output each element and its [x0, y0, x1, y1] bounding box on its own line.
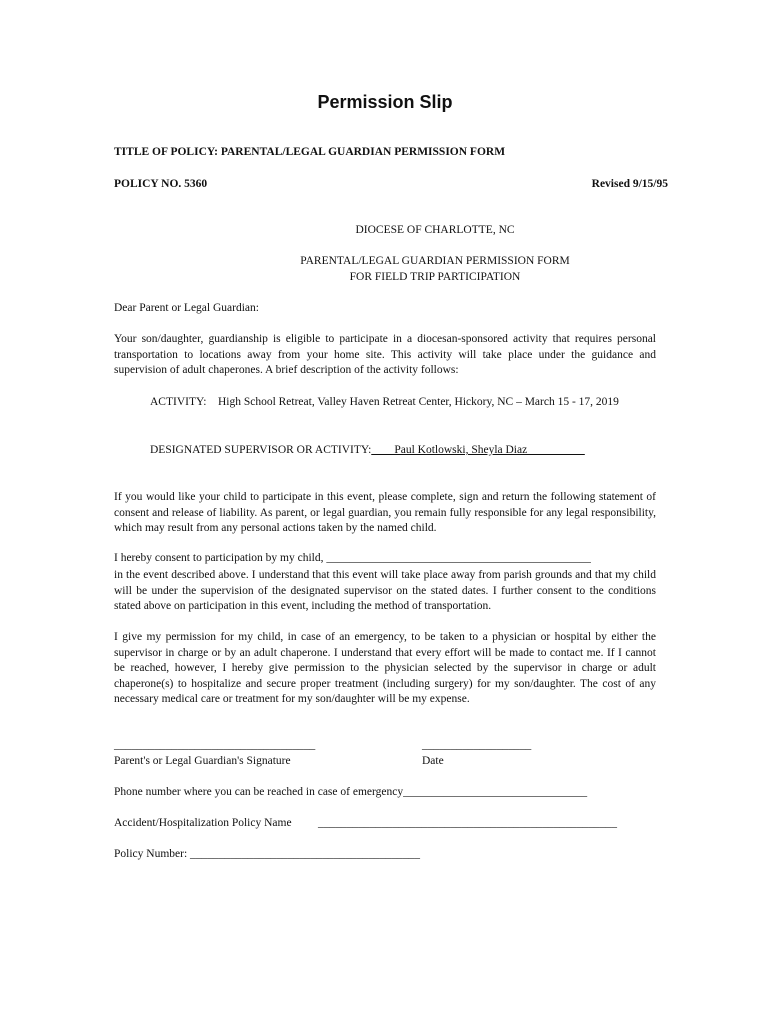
phone-field[interactable]: Phone number where you can be reached in case of emergency________________________________ [114, 786, 588, 798]
page-title: Permission Slip [317, 92, 453, 112]
activity-row [150, 396, 619, 408]
supervisor-row [150, 444, 585, 456]
diocese-heading: DIOCESE OF CHARLOTTE, NC [355, 224, 515, 236]
emergency-paragraph: I give my permission for my child, in case of an emergency, to be taken to a physician or hospital by either the supervisor in charge or by an adult chaperone. I understand that every effort will be made to contact me. If I cannot be reached, however, I hereby give permission to the physician selected by the supervisor in charge or adult chaperone(s) to hospitalize and secure proper treatment (including surgery) for my son/daughter. The cost of any necessary medical care or treatment for my son/daughter will be my expense. [114, 631, 656, 705]
consent-intro-paragraph: If you would like your child to participate in this event, please complete, sign and return the following statement of consent and release of liability. As parent, or legal guardian, you remain fully responsible for any legal responsibility, which may result from any personal actions taken by the named child. [114, 491, 656, 534]
form-title-line-2: FOR FIELD TRIP PARTICIPATION [349, 271, 521, 283]
child-name-field[interactable]: I hereby consent to participation by my child, ______________________________________________ [114, 552, 591, 564]
date-field[interactable]: ___________________ [422, 739, 532, 751]
activity-value: High School Retreat, Valley Haven Retreat Center, Hickory, NC – March 15 - 17, 2019 [217, 396, 619, 408]
activity-label: ACTIVITY: [150, 396, 207, 408]
intro-paragraph: Your son/daughter, guardianship is eligible to participate in a diocesan-sponsored activity that requires personal transportation to locations away from your home site. This activity will take place under the guidance and supervision of adult chaperones. A brief description of the activity follows: [114, 333, 656, 376]
signature-label: Parent's or Legal Guardian's Signature [114, 755, 291, 767]
policy-name-field[interactable]: ____________________________________________________ [318, 817, 617, 829]
supervisor-label: DESIGNATED SUPERVISOR OR ACTIVITY: [150, 444, 372, 456]
signature-field[interactable]: ___________________________________ [114, 739, 316, 751]
policy-name-label: Accident/Hospitalization Policy Name [114, 817, 292, 829]
policy-title: TITLE OF POLICY: PARENTAL/LEGAL GUARDIAN PERMISSION FORM [114, 146, 506, 158]
revised-date: Revised 9/15/95 [591, 178, 668, 190]
policy-number: POLICY NO. 5360 [114, 178, 208, 190]
date-label: Date [422, 755, 444, 767]
consent-paragraph: in the event described above. I understand that this event will take place away from parish grounds and that my child will be under the supervision of the designated supervisor on the stated dates. I further consent to the conditions stated above on participation in this event, including the method of transportation. [114, 569, 656, 612]
form-title-line-1: PARENTAL/LEGAL GUARDIAN PERMISSION FORM [300, 255, 570, 267]
supervisor-value[interactable]: ____Paul Kotlowski, Sheyla Diaz__________ [371, 444, 585, 456]
policy-number-field[interactable]: Policy Number: ________________________________________ [114, 848, 421, 860]
greeting: Dear Parent or Legal Guardian: [114, 302, 259, 314]
